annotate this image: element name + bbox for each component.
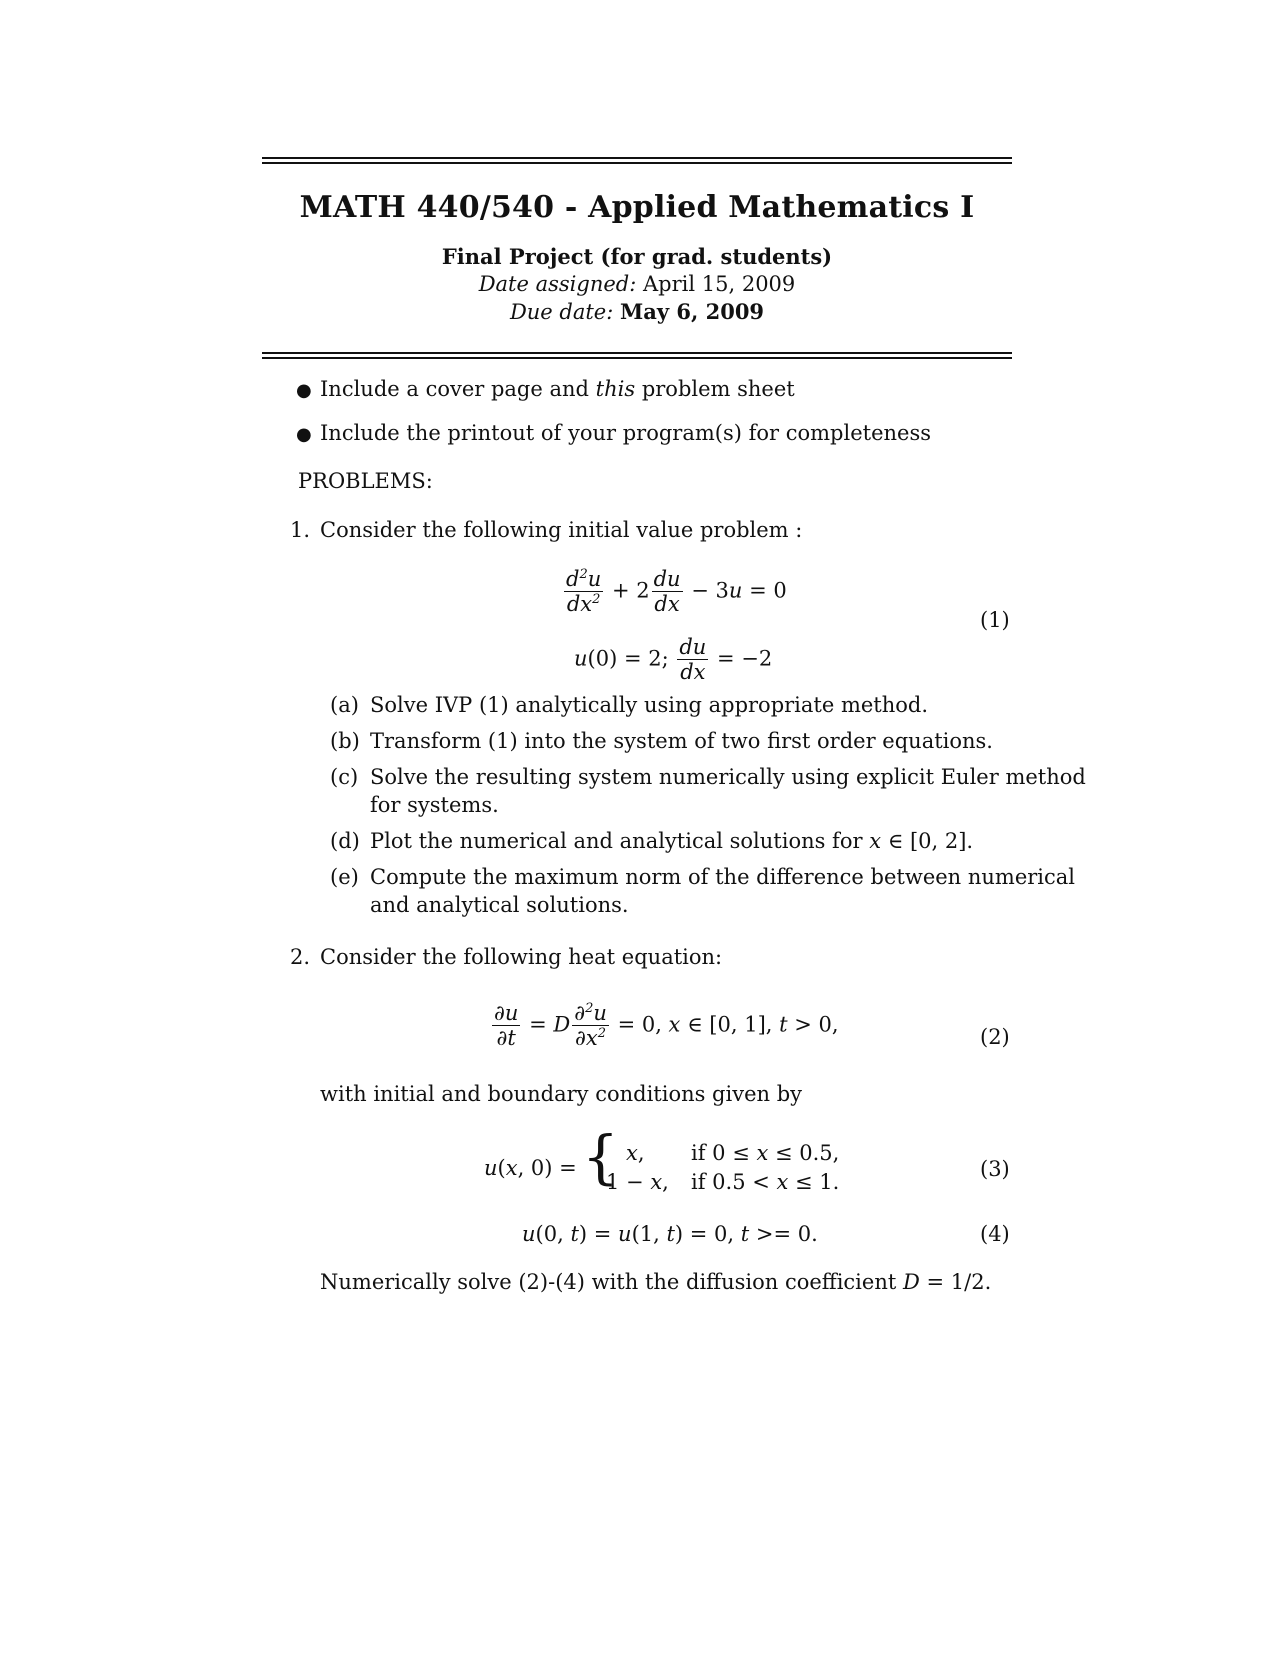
part-a-text: Solve IVP (1) analytically using appropriate method. — [370, 693, 929, 717]
piecewise-case-2-condition: if 0.5 < x ≤ 1. — [691, 1170, 840, 1194]
part-c-text-continued: for systems. — [370, 793, 499, 817]
due-date-label: Due date: — [509, 300, 614, 324]
part-b-text: Transform (1) into the system of two first order equations. — [370, 729, 993, 753]
date-assigned-label: Date assigned: — [478, 272, 637, 296]
due-date-line — [262, 299, 1012, 324]
bullet-item-cover-page: Include a cover page and this problem sheet — [320, 377, 795, 401]
top-double-rule — [262, 157, 1012, 164]
bullet-dot: ● — [296, 424, 312, 445]
piecewise-case-1-value: x, — [626, 1141, 645, 1165]
part-c-text: Solve the resulting system numerically using explicit Euler method — [370, 765, 1086, 789]
part-e-text-continued: and analytical solutions. — [370, 893, 629, 917]
equation-4-boundary: u(0, t) = u(1, t) = 0, t >= 0. — [522, 1222, 818, 1246]
problem-1-intro: Consider the following initial value problem : — [320, 518, 803, 542]
part-b-label: (b) — [330, 729, 360, 753]
bullet-dot: ● — [296, 380, 312, 401]
bullet-item-printout: Include the printout of your program(s) for completeness — [320, 421, 931, 445]
page-title: MATH 440/540 - Applied Mathematics I — [299, 190, 975, 225]
date-assigned-value: April 15, 2009 — [643, 272, 796, 296]
final-instruction: Numerically solve (2)-(4) with the diffusion coefficient D = 1/2. — [320, 1270, 992, 1294]
piecewise-case-1-condition: if 0 ≤ x ≤ 0.5, — [691, 1141, 840, 1165]
part-e-text: Compute the maximum norm of the difference between numerical — [370, 865, 1076, 889]
due-date-value: May 6, 2009 — [620, 299, 765, 324]
problem-2-intro: Consider the following heat equation: — [320, 945, 723, 969]
equation-3-lhs: u(x, 0) = — [484, 1156, 577, 1180]
problem-2-number: 2. — [290, 945, 311, 969]
equation-1-number: (1) — [980, 608, 1010, 632]
bottom-double-rule — [262, 352, 1012, 359]
part-e-label: (e) — [330, 865, 359, 889]
problems-heading: PROBLEMS: — [298, 469, 433, 493]
piecewise-brace: { — [582, 1123, 619, 1191]
part-c-label: (c) — [330, 765, 359, 789]
piecewise-case-2-value: 1 − x, — [606, 1170, 669, 1194]
equation-3-number: (3) — [980, 1157, 1010, 1181]
equation-1-ode: $\frac{d^2u}{dx^2}$ + 2 $\frac{du}{dx}$ − 3u = 0 — [566, 567, 787, 617]
equation-2-number: (2) — [980, 1025, 1010, 1049]
part-a-label: (a) — [330, 693, 359, 717]
date-assigned-line — [262, 272, 1012, 296]
part-d-label: (d) — [330, 829, 360, 853]
part-d-text: Plot the numerical and analytical solutions for x ∈ [0, 2]. — [370, 829, 974, 853]
conditions-text: with initial and boundary conditions given by — [320, 1082, 803, 1106]
equation-4-number: (4) — [980, 1222, 1010, 1246]
equation-1-initial-conditions: u(0) = 2; $\frac{du}{dx}$ = −2 — [574, 635, 773, 685]
problem-1-number: 1. — [290, 518, 311, 542]
equation-2-heat: $\frac{\partial u}{\partial t}$ = D $\frac{\partial^2u}{\partial x^2}$ = 0, x ∈ [0, 1], t > 0, — [494, 1001, 839, 1051]
subtitle: Final Project (for grad. students) — [441, 244, 833, 269]
